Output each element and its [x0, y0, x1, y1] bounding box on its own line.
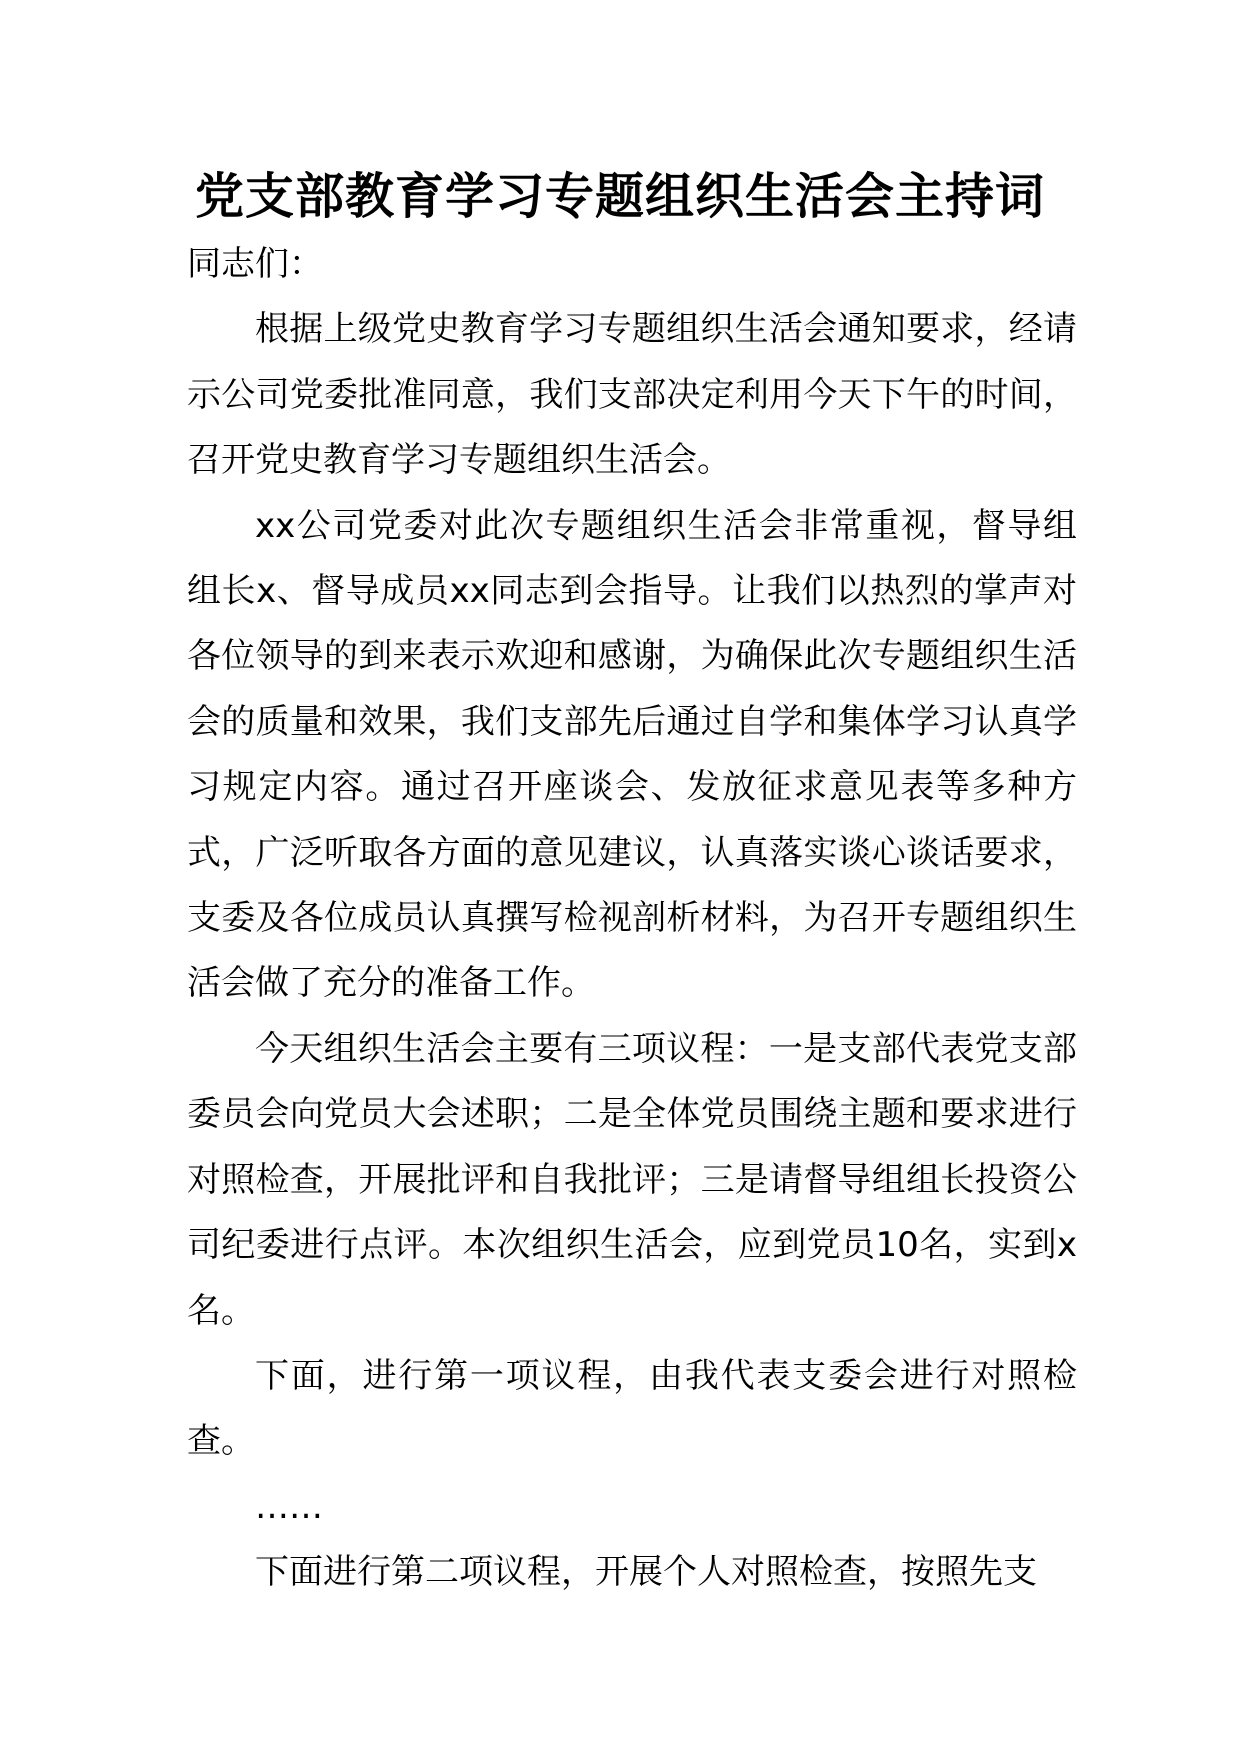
paragraph-preparation: xx公司党委对此次专题组织生活会非常重视，督导组组长x、督导成员xx同志到会指导。让我们以热烈的掌声对各位领导的到来表示欢迎和感谢，为确保此次专题组织生活会的质量和效果，我们支部先后通过自学和集体学习认真学习规定内容。通过召开座谈会、发放征求意见表等多种方式，广泛听取各方面的意见建议，认真落实谈心谈话要求，支委及各位成员认真撰写检视剖析材料，为召开专题组织生活会做了充分的准备工作。	[187, 505, 1077, 1004]
paragraph-second-item: 下面进行第二项议程，开展个人对照检查，按照先支	[255, 1552, 1037, 1593]
document-body	[187, 232, 1077, 1606]
paragraph-first-item: 下面，进行第一项议程，由我代表支委会进行对照检查。	[187, 1355, 1077, 1462]
paragraph-agenda: 今天组织生活会主要有三项议程：一是支部代表党支部委员会向党员大会述职；二是全体党员围绕主题和要求进行对照检查，开展批评和自我批评；三是请督导组组长投资公司纪委进行点评。本次组织生活会，应到党员10名，实到x名。	[187, 1028, 1077, 1331]
document-title: 党支部教育学习专题组织生活会主持词	[194, 168, 1045, 225]
paragraph-ellipsis: ……	[255, 1486, 323, 1527]
paragraph-opening: 根据上级党史教育学习专题组织生活会通知要求，经请示公司党委批准同意，我们支部决定利用今天下午的时间，召开党史教育学习专题组织生活会。	[187, 309, 1077, 481]
salutation: 同志们：	[187, 244, 323, 284]
